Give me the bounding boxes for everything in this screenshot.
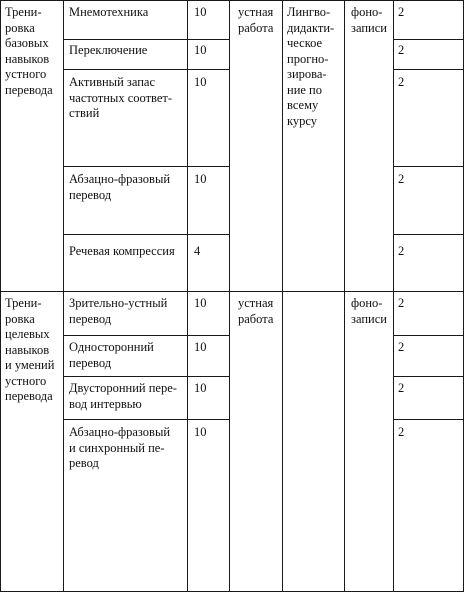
category-cell: Трени- ровка базовых навыков устного перевода	[5, 5, 53, 97]
hours-cell: 10	[194, 43, 207, 57]
col-line	[282, 0, 283, 592]
points-cell: 2	[398, 172, 405, 186]
hours-cell: 4	[194, 244, 201, 258]
row-divider	[393, 234, 464, 235]
hours-cell: 10	[194, 340, 207, 354]
points-cell: 2	[398, 425, 405, 439]
points-cell: 2	[398, 340, 405, 354]
row-divider	[393, 69, 464, 70]
col-line	[229, 0, 230, 592]
row-divider	[393, 166, 464, 167]
row-divider	[63, 69, 229, 70]
points-cell: 2	[398, 43, 405, 57]
row-divider	[63, 419, 229, 420]
row-divider	[393, 335, 464, 336]
row-divider	[63, 39, 229, 40]
col-line	[187, 0, 188, 592]
hours-cell: 10	[194, 5, 207, 19]
row-divider	[393, 39, 464, 40]
row-divider	[63, 376, 229, 377]
materials-cell: фоно- записи	[351, 296, 387, 326]
points-cell: 2	[398, 381, 405, 395]
work-form-cell: устная работа	[238, 5, 274, 35]
col-line	[0, 0, 1, 592]
task-cell: Абзацно-фразовый перевод	[69, 172, 171, 202]
points-cell: 2	[398, 75, 405, 89]
task-cell: Зрительно-устный перевод	[69, 296, 168, 326]
col-line	[393, 0, 394, 592]
row-divider	[393, 419, 464, 420]
task-cell: Абзацно-фразовый и синхронный пе- ревод	[69, 425, 171, 470]
task-cell: Речевая компрессия	[69, 244, 175, 258]
hours-cell: 10	[194, 75, 207, 89]
hours-cell: 10	[194, 381, 207, 395]
col-line	[63, 0, 64, 592]
hours-cell: 10	[194, 425, 207, 439]
points-cell: 2	[398, 5, 405, 19]
row-divider	[63, 335, 229, 336]
border-top	[0, 0, 464, 1]
border-group-divider	[0, 291, 464, 292]
control-cell: Лингво- дидакти- ческое прогно- зирова- ние по всему курсу	[287, 5, 335, 128]
task-cell: Односторонний перевод	[69, 340, 154, 370]
task-cell: Активный запас частотных соответ- ствий	[69, 75, 173, 120]
work-form-cell: устная работа	[238, 296, 274, 326]
points-cell: 2	[398, 296, 405, 310]
hours-cell: 10	[194, 172, 207, 186]
task-cell: Мнемотехника	[69, 5, 149, 19]
task-cell: Двусторонний пере- вод интервью	[69, 381, 177, 411]
row-divider	[63, 166, 229, 167]
row-divider	[63, 234, 229, 235]
col-line	[344, 0, 345, 592]
materials-cell: фоно- записи	[351, 5, 387, 35]
hours-cell: 10	[194, 296, 207, 310]
row-divider	[393, 376, 464, 377]
task-cell: Переключение	[69, 43, 148, 57]
category-cell: Трени- ровка целевых навыков и умений устного перевода	[5, 296, 55, 403]
points-cell: 2	[398, 244, 405, 258]
